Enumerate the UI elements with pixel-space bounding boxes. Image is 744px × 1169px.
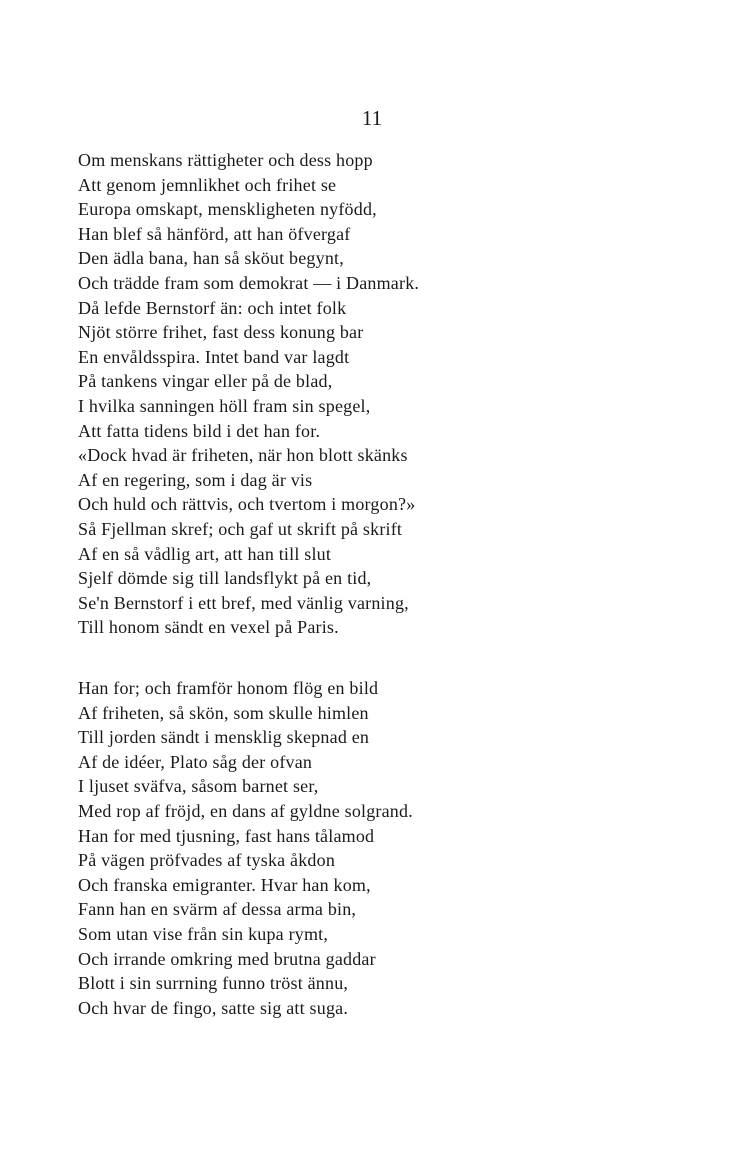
verse-line: En envåldsspira. Intet band var lagdt <box>78 346 350 367</box>
verse-line: Att genom jemnlikhet och frihet se <box>78 174 337 195</box>
page-number: 11 <box>361 106 383 130</box>
verse-line: Af friheten, så skön, som skulle himlen <box>78 702 369 723</box>
verse-line: Till jorden sändt i mensklig skepnad en <box>78 727 370 748</box>
stanza-2 <box>78 676 718 1020</box>
verse-line: Blott i sin surrning funno tröst ännu, <box>78 973 349 994</box>
verse-line: Att fatta tidens bild i det han for. <box>78 420 321 441</box>
verse-line: Af en regering, som i dag är vis <box>78 469 313 490</box>
verse-line: Europa omskapt, menskligheten nyfödd, <box>78 199 377 220</box>
verse-line: Af en så vådlig art, att han till slut <box>78 543 332 564</box>
verse-line: Han for; och framför honom flög en bild <box>78 678 379 698</box>
verse-line: I hvilka sanningen höll fram sin spegel, <box>78 395 371 416</box>
verse-line: Den ädla bana, han så sköut begynt, <box>78 248 344 269</box>
verse-line: På tankens vingar eller på de blad, <box>78 371 333 392</box>
verse-line: Och trädde fram som demokrat — i Danmark. <box>78 272 420 293</box>
verse-line: Om menskans rättigheter och dess hopp <box>78 150 373 170</box>
verse-line: Och huld och rättvis, och tvertom i morgon?» <box>78 494 416 515</box>
verse-line: Han for med tjusning, fast hans tålamod <box>78 825 375 846</box>
verse-line: Han blef så hänförd, att han öfvergaf <box>78 223 351 244</box>
verse-line: Sjelf dömde sig till landsflykt på en tid, <box>78 568 372 589</box>
verse-line: Och irrande omkring med brutna gaddar <box>78 948 376 969</box>
verse-line: Och hvar de fingo, satte sig att suga. <box>78 997 349 1018</box>
verse-line: Så Fjellman skref; och gaf ut skrift på skrift <box>78 518 403 539</box>
stanza-1 <box>78 148 718 640</box>
verse-line: «Dock hvad är friheten, när hon blott skänks <box>78 445 408 466</box>
verse-line: Som utan vise från sin kupa rymt, <box>78 923 329 944</box>
verse-line: Då lefde Bernstorf än: och intet folk <box>78 297 347 318</box>
verse-line: Med rop af fröjd, en dans af gyldne solgrand. <box>78 800 413 821</box>
verse-line: Till honom sändt en vexel på Paris. <box>78 617 339 638</box>
verse-line: Och franska emigranter. Hvar han kom, <box>78 874 371 895</box>
verse-line: Af de idéer, Plato såg der ofvan <box>78 751 313 772</box>
verse-line: Fann han en svärm af dessa arma bin, <box>78 899 357 920</box>
verse-line: Njöt större frihet, fast dess konung bar <box>78 322 364 343</box>
verse-line: I ljuset sväfva, såsom barnet ser, <box>78 776 319 797</box>
verse-line: På vägen pröfvades af tyska åkdon <box>78 850 336 871</box>
verse-line: Se'n Bernstorf i ett bref, med vänlig varning, <box>78 592 409 613</box>
